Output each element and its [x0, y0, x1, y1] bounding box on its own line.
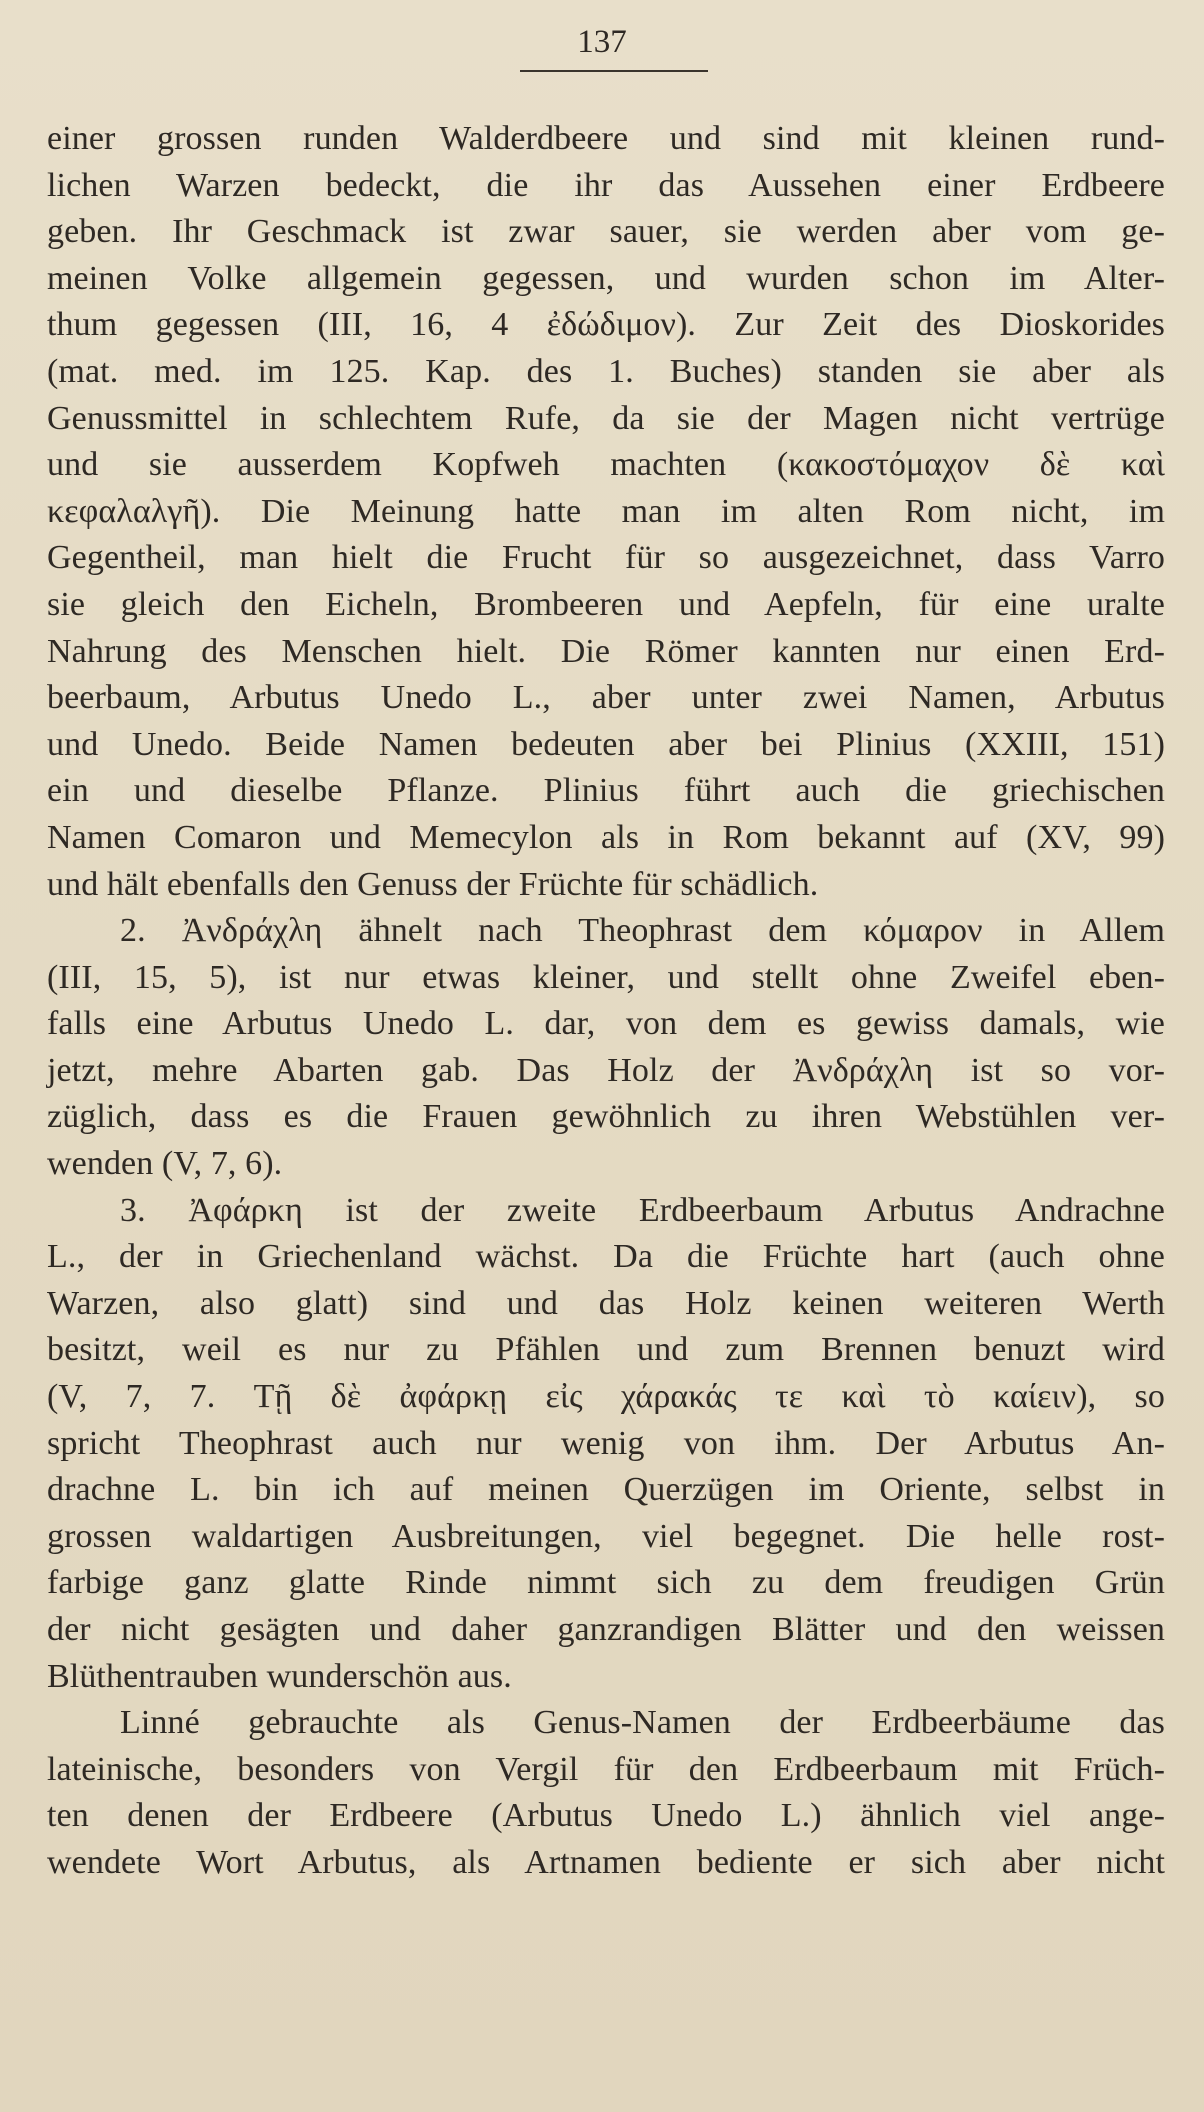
text-line: lichen Warzen bedeckt, die ihr das Aussehen einer Erdbeere: [47, 166, 1165, 204]
text-line: Gegentheil, man hielt die Frucht für so ausgezeichnet, dass Varro: [47, 539, 1165, 577]
text-line: jetzt, mehre Abarten gab. Das Holz der Ἀνδράχλη ist so vor-: [47, 1051, 1165, 1089]
text-line: ein und dieselbe Pflanze. Plinius führt auch die griechischen: [47, 772, 1165, 810]
text-line: Genussmittel in schlechtem Rufe, da sie der Magen nicht vertrüge: [47, 399, 1165, 437]
text-line: Linné gebrauchte als Genus-Namen der Erdbeerbäume das: [120, 1704, 1165, 1742]
text-line: geben. Ihr Geschmack ist zwar sauer, sie werden aber vom ge-: [47, 213, 1165, 251]
text-line: besitzt, weil es nur zu Pfählen und zum Brennen benuzt wird: [47, 1331, 1165, 1369]
body-text: [47, 116, 1165, 1887]
text-line: einer grossen runden Walderdbeere und sind mit kleinen rund-: [47, 120, 1165, 157]
text-line: Nahrung des Menschen hielt. Die Römer kannten nur einen Erd-: [47, 632, 1165, 670]
text-line: Warzen, also glatt) sind und das Holz keinen weiteren Werth: [47, 1284, 1165, 1322]
text-line: und Unedo. Beide Namen bedeuten aber bei Plinius (XXIII, 151): [47, 725, 1165, 763]
text-line: κεφαλαλγῆ). Die Meinung hatte man im alten Rom nicht, im: [47, 492, 1165, 530]
text-line: 3. Ἀφάρκη ist der zweite Erdbeerbaum Arbutus Andrachne: [120, 1191, 1165, 1229]
text-line: ten denen der Erdbeere (Arbutus Unedo L.) ähnlich viel ange-: [47, 1797, 1165, 1835]
text-line: Namen Comaron und Memecylon als in Rom bekannt auf (XV, 99): [47, 818, 1165, 856]
text-line: (III, 15, 5), ist nur etwas kleiner, und stellt ohne Zweifel eben-: [47, 958, 1165, 996]
text-line: grossen waldartigen Ausbreitungen, viel begegnet. Die helle rost-: [47, 1517, 1165, 1555]
header-rule: [520, 70, 708, 72]
text-line: züglich, dass es die Frauen gewöhnlich zu ihren Webstühlen ver-: [47, 1098, 1165, 1136]
text-line: farbige ganz glatte Rinde nimmt sich zu dem freudigen Grün: [47, 1564, 1165, 1602]
text-line: drachne L. bin ich auf meinen Querzügen im Oriente, selbst in: [47, 1471, 1165, 1509]
text-line: und hält ebenfalls den Genuss der Früchte für schädlich.: [47, 865, 819, 903]
text-line: wendete Wort Arbutus, als Artnamen bediente er sich aber nicht: [47, 1843, 1165, 1881]
text-line: und sie ausserdem Kopfweh machten (κακοστόμαχον δὲ καὶ: [47, 446, 1165, 484]
text-line: lateinische, besonders von Vergil für den Erdbeerbaum mit Früch-: [47, 1750, 1165, 1788]
text-line: sie gleich den Eicheln, Brombeeren und Aepfeln, für eine uralte: [47, 585, 1165, 623]
text-line: meinen Volke allgemein gegessen, und wurden schon im Alter-: [47, 259, 1165, 297]
page-number: 137: [577, 24, 627, 60]
text-line: (mat. med. im 125. Kap. des 1. Buches) standen sie aber als: [47, 352, 1165, 390]
text-line: L., der in Griechenland wächst. Da die Früchte hart (auch ohne: [47, 1238, 1165, 1276]
text-line: thum gegessen (III, 16, 4 ἐδώδιμον). Zur Zeit des Dioskorides: [47, 306, 1165, 344]
text-line: (V, 7, 7. Τῇ δὲ ἀφάρκῃ εἰς χάρακάς τε καὶ τὸ καίειν), so: [47, 1378, 1165, 1416]
text-line: falls eine Arbutus Unedo L. dar, von dem es gewiss damals, wie: [47, 1005, 1165, 1043]
text-line: beerbaum, Arbutus Unedo L., aber unter zwei Namen, Arbutus: [47, 679, 1165, 717]
text-line: wenden (V, 7, 6).: [47, 1145, 283, 1183]
text-line: Blüthentrauben wunderschön aus.: [47, 1657, 512, 1695]
text-line: 2. Ἀνδράχλη ähnelt nach Theophrast dem κόμαρον in Allem: [120, 912, 1165, 950]
text-line: spricht Theophrast auch nur wenig von ihm. Der Arbutus An-: [47, 1424, 1165, 1462]
text-line: der nicht gesägten und daher ganzrandigen Blätter und den weissen: [47, 1611, 1165, 1648]
